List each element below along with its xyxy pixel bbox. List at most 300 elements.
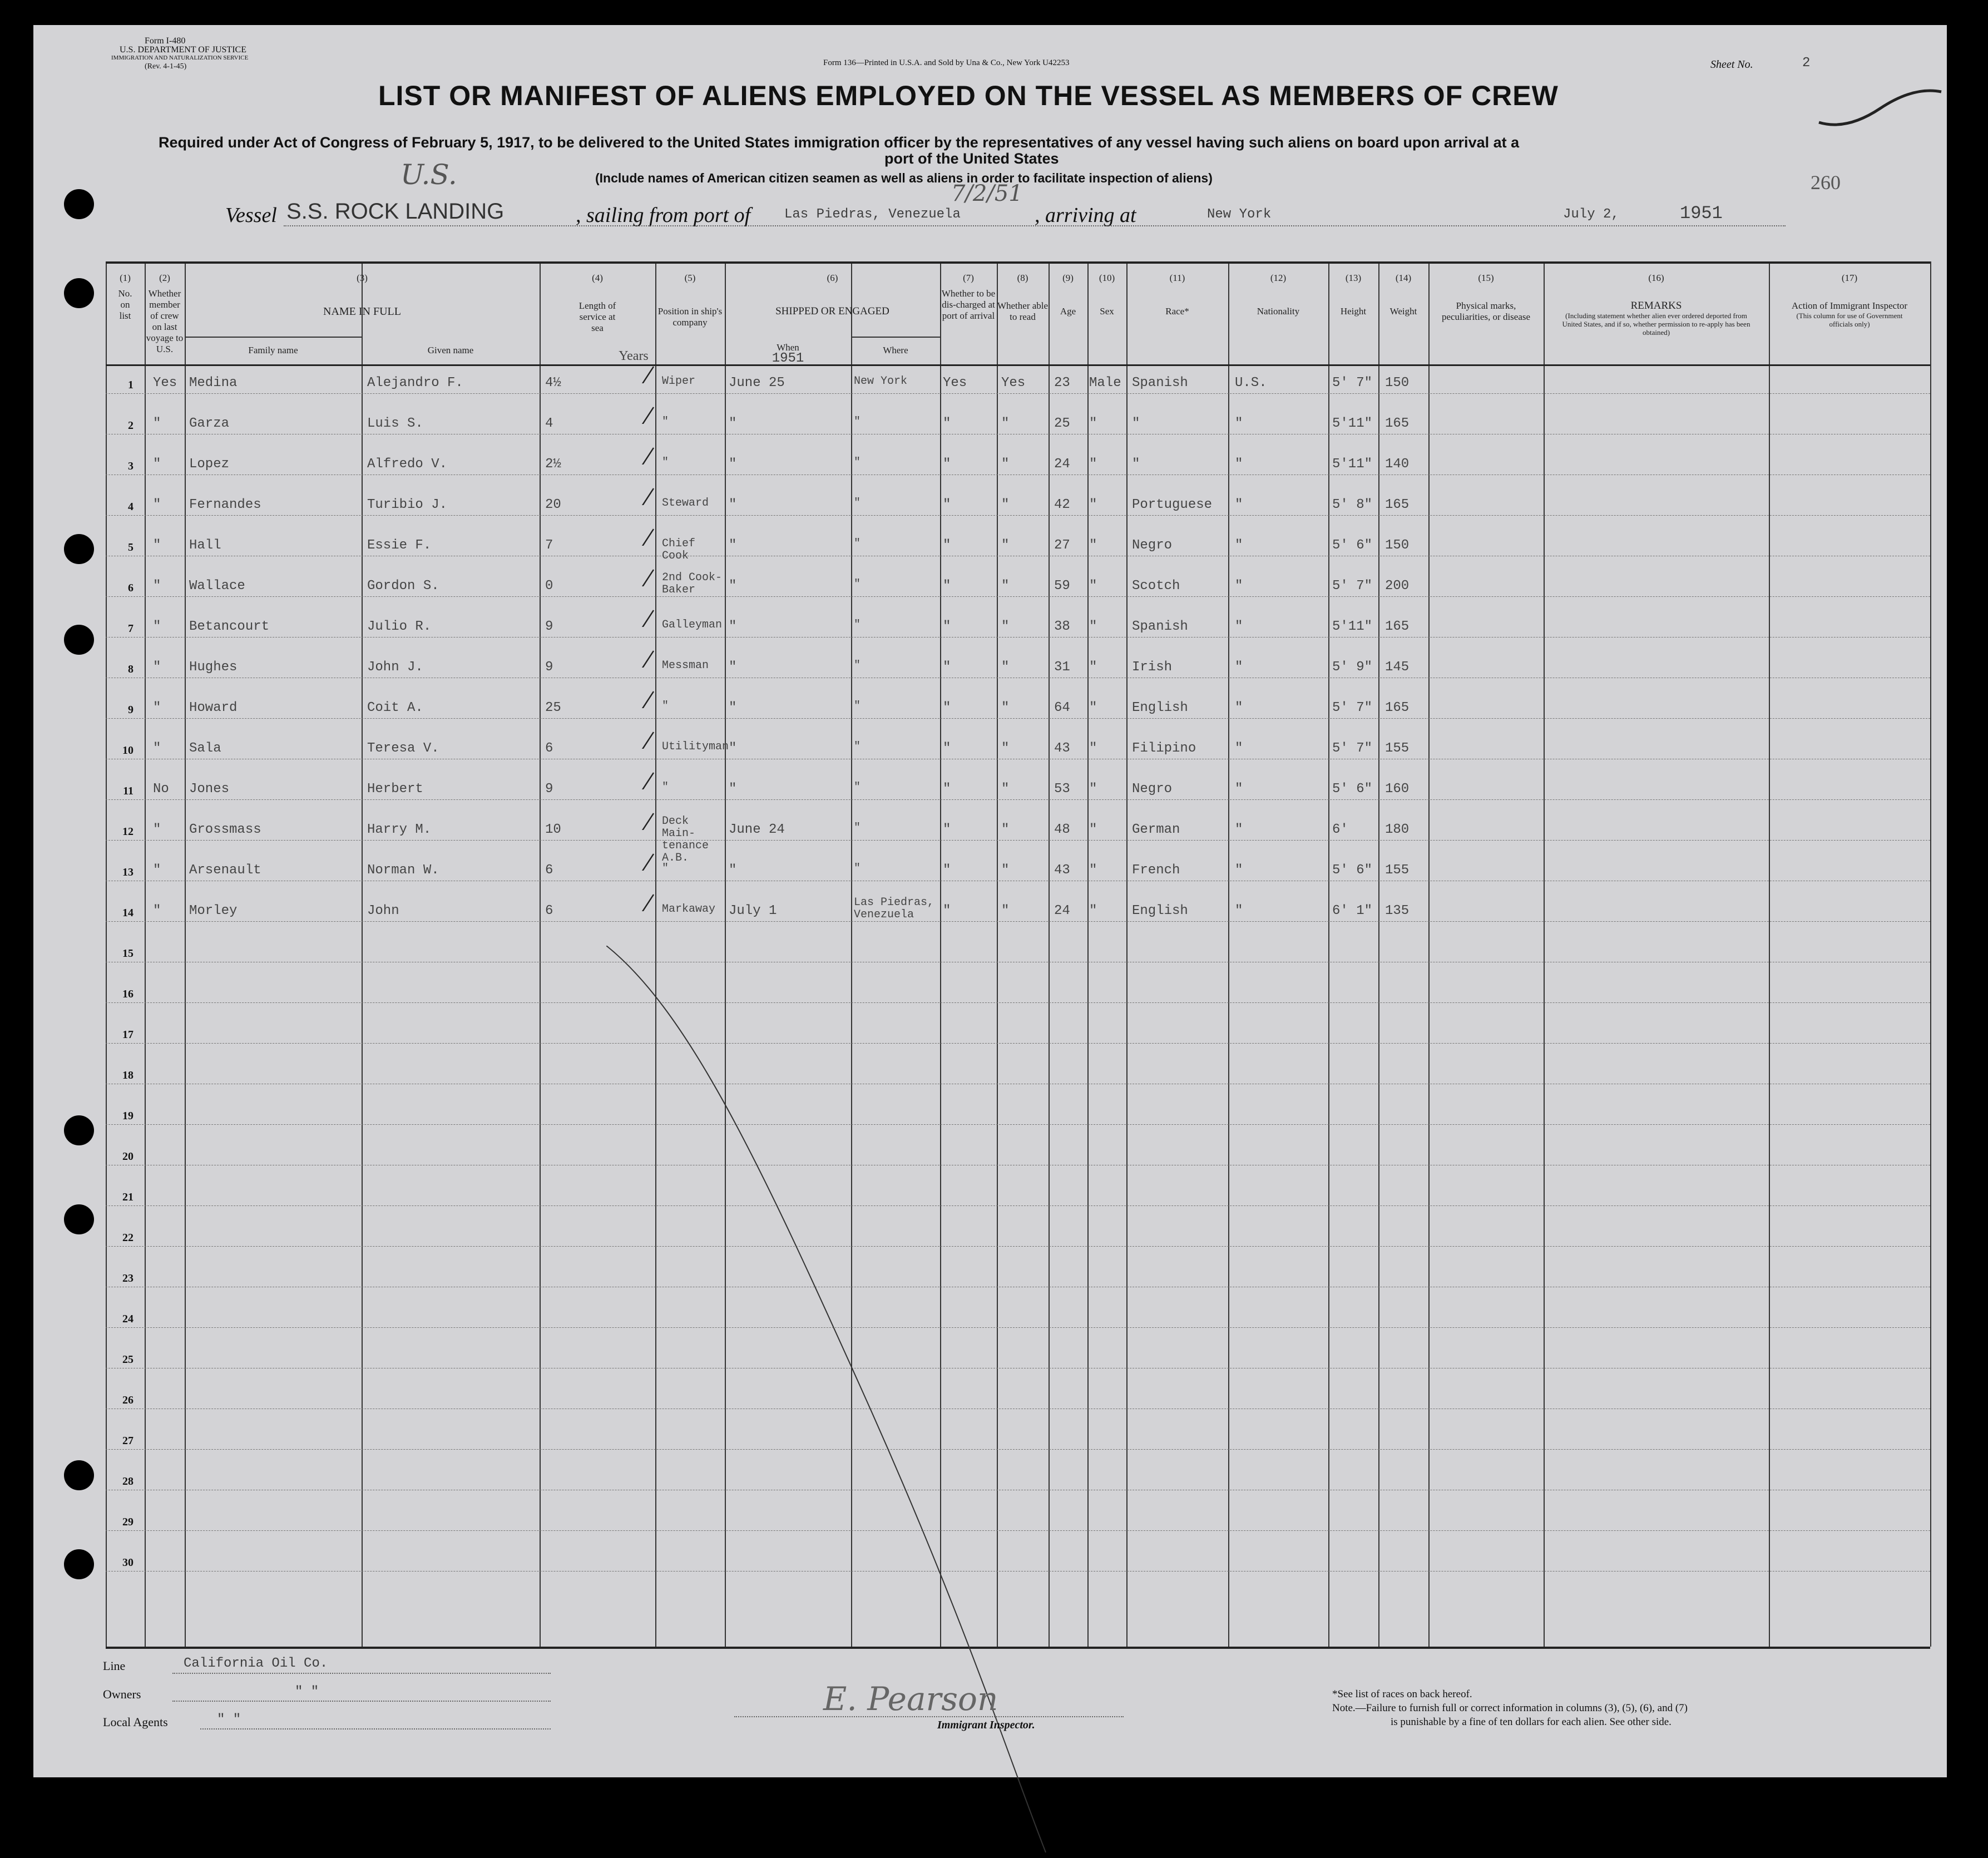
- row-number: 15: [122, 947, 133, 960]
- sheet-label: Sheet No.: [1710, 58, 1753, 71]
- cell-service: 9: [545, 782, 553, 797]
- cell-nationality: ": [1235, 700, 1243, 715]
- cell-age: 53: [1054, 782, 1070, 797]
- cell-when: ": [729, 538, 737, 553]
- col-header-given: Given name: [427, 345, 474, 355]
- row-number: 5: [128, 541, 133, 554]
- arriving-label: , arriving at: [1035, 204, 1136, 227]
- cell-read: ": [1001, 497, 1010, 512]
- cell-where: ": [854, 456, 861, 469]
- cell-where: ": [854, 862, 861, 875]
- cell-service: 6: [545, 903, 553, 918]
- cell-when: June 25: [729, 375, 785, 391]
- cell-crew: ": [153, 497, 161, 512]
- cell-given: Essie F.: [367, 538, 432, 553]
- cell-given: Teresa V.: [367, 741, 439, 756]
- cell-race: Negro: [1132, 782, 1173, 797]
- row-rule: [106, 637, 1930, 638]
- cell-age: 48: [1054, 822, 1070, 837]
- cell-given: Herbert: [367, 782, 423, 797]
- cell-family: Medina: [189, 375, 238, 391]
- cell-service: 10: [545, 822, 561, 837]
- cell-read: ": [1001, 863, 1010, 878]
- cell-sex: ": [1089, 538, 1097, 553]
- cell-read: ": [1001, 538, 1010, 553]
- subtitle-line-2: port of the United States: [884, 150, 1059, 167]
- binder-hole: [64, 1549, 94, 1579]
- cell-height: 5' 7": [1332, 700, 1373, 715]
- inspector-label: Immigrant Inspector.: [937, 1719, 1035, 1731]
- check-mark-icon: [631, 812, 655, 830]
- row-number: 14: [122, 907, 133, 919]
- cell-discharged: ": [943, 538, 951, 553]
- cell-nationality: ": [1235, 903, 1243, 918]
- binder-hole: [64, 189, 94, 219]
- col-header-where: Where: [883, 345, 908, 355]
- row-number: 7: [128, 622, 133, 635]
- cell-crew: Yes: [153, 375, 177, 391]
- cell-position: 2nd Cook-Baker: [662, 571, 723, 596]
- line-value: California Oil Co.: [184, 1656, 328, 1671]
- cell-crew: ": [153, 660, 161, 675]
- cell-family: Howard: [189, 700, 238, 715]
- row-rule: [106, 799, 1930, 800]
- cell-height: 5'11": [1332, 416, 1373, 431]
- cell-discharged: ": [943, 782, 951, 797]
- cell-nationality: ": [1235, 741, 1243, 756]
- cell-read: ": [1001, 741, 1010, 756]
- cell-discharged: ": [943, 660, 951, 675]
- subtitle-line-1: Required under Act of Congress of February 5, 1917, to be delivered to the United States immigration officer by the representatives of any vessel having such aliens on board upon arrival at a: [159, 134, 1520, 151]
- cell-height: 5' 9": [1332, 660, 1373, 675]
- row-number: 20: [122, 1150, 133, 1163]
- row-number: 26: [122, 1394, 133, 1406]
- cell-sex: ": [1089, 579, 1097, 594]
- col-header-years: Years: [619, 349, 649, 363]
- cell-nationality: ": [1235, 822, 1243, 837]
- row-number: 2: [128, 419, 133, 432]
- cell-crew: ": [153, 903, 161, 918]
- cell-age: 23: [1054, 375, 1070, 391]
- row-number: 21: [122, 1191, 133, 1203]
- row-rule: [106, 596, 1930, 597]
- cell-discharged: ": [943, 741, 951, 756]
- binder-hole: [64, 1460, 94, 1490]
- cell-service: 2½: [545, 457, 561, 472]
- cell-family: Grossmass: [189, 822, 261, 837]
- cell-read: ": [1001, 660, 1010, 675]
- cell-given: Harry M.: [367, 822, 432, 837]
- binder-hole: [64, 1115, 94, 1145]
- cell-where: ": [854, 781, 861, 794]
- cell-nationality: ": [1235, 579, 1243, 594]
- cell-weight: 155: [1385, 741, 1410, 756]
- row-number: 12: [122, 826, 133, 838]
- races-note: *See list of races on back hereof.: [1332, 1688, 1472, 1700]
- cell-read: ": [1001, 457, 1010, 472]
- cell-crew: ": [153, 416, 161, 431]
- vessel-name: S.S. ROCK LANDING: [286, 199, 505, 224]
- check-mark-icon: [631, 893, 655, 911]
- cell-when: ": [729, 579, 737, 594]
- cell-nationality: ": [1235, 863, 1243, 878]
- signature-underline: [734, 1716, 1124, 1717]
- cell-where: ": [854, 578, 861, 591]
- row-number: 3: [128, 460, 133, 472]
- cell-race: Scotch: [1132, 579, 1180, 594]
- cell-service: 25: [545, 700, 561, 715]
- cell-weight: 165: [1385, 416, 1410, 431]
- cell-service: 6: [545, 863, 553, 878]
- cell-nationality: U.S.: [1235, 375, 1267, 391]
- cell-crew: ": [153, 863, 161, 878]
- cell-weight: 165: [1385, 619, 1410, 634]
- cell-weight: 135: [1385, 903, 1410, 918]
- cell-height: 5' 6": [1332, 782, 1373, 797]
- cell-race: ": [1132, 416, 1140, 431]
- col-header-when: When 1951: [772, 342, 804, 366]
- line-label: Line: [103, 1659, 126, 1673]
- cell-when: June 24: [729, 822, 785, 837]
- cell-age: 24: [1054, 457, 1070, 472]
- arriving-port: New York: [1207, 207, 1272, 222]
- col-header-crew: (2) Whether member of crew on last voyage to U.S.: [146, 273, 184, 354]
- cell-race: Filipino: [1132, 741, 1196, 756]
- row-number: 29: [122, 1516, 133, 1528]
- cell-read: ": [1001, 579, 1010, 594]
- row-rule: [106, 515, 1930, 516]
- cell-given: Alejandro F.: [367, 375, 463, 391]
- cell-nationality: ": [1235, 457, 1243, 472]
- col-header-physical: (15) Physical marks, peculiarities, or disease: [1441, 273, 1531, 322]
- check-mark-icon: [631, 609, 655, 627]
- vessel-underline: [284, 225, 1786, 226]
- cell-crew: ": [153, 741, 161, 756]
- row-number: 9: [128, 704, 133, 716]
- cell-discharged: ": [943, 579, 951, 594]
- cell-sex: ": [1089, 619, 1097, 634]
- cell-when: ": [729, 660, 737, 675]
- line-underline: [172, 1673, 551, 1674]
- cell-read: ": [1001, 782, 1010, 797]
- cell-sex: ": [1089, 700, 1097, 715]
- cell-family: Lopez: [189, 457, 230, 472]
- cell-family: Hughes: [189, 660, 238, 675]
- cell-where: ": [854, 619, 861, 631]
- cell-discharged: ": [943, 619, 951, 634]
- cell-discharged: ": [943, 700, 951, 715]
- cell-when: ": [729, 416, 737, 431]
- cell-height: 5' 8": [1332, 497, 1373, 512]
- cell-discharged: ": [943, 457, 951, 472]
- cell-weight: 150: [1385, 375, 1410, 391]
- inspector-signature: E. Pearson: [823, 1680, 998, 1718]
- cell-height: 5' 6": [1332, 863, 1373, 878]
- cell-age: 43: [1054, 741, 1070, 756]
- row-rule: [106, 718, 1930, 719]
- service: IMMIGRATION AND NATURALIZATION SERVICE: [111, 55, 249, 61]
- cell-sex: ": [1089, 782, 1097, 797]
- check-mark-icon: [631, 772, 655, 789]
- cell-given: Coit A.: [367, 700, 423, 715]
- cell-age: 64: [1054, 700, 1070, 715]
- cell-when: July 1: [729, 903, 777, 918]
- printer-line: Form 136—Printed in U.S.A. and Sold by Una & Co., New York U42253: [823, 58, 1070, 67]
- cell-service: 4: [545, 416, 553, 431]
- cell-nationality: ": [1235, 416, 1243, 431]
- cell-position: ": [662, 862, 669, 875]
- cell-crew: ": [153, 457, 161, 472]
- cell-when: ": [729, 497, 737, 512]
- check-mark-icon: [631, 487, 655, 505]
- cell-race: Spanish: [1132, 375, 1188, 391]
- stamp-number: 260: [1811, 171, 1841, 194]
- cell-given: Gordon S.: [367, 579, 439, 594]
- cell-given: John: [367, 903, 399, 918]
- row-number: 28: [122, 1475, 133, 1488]
- col-header-height: (13) Height: [1340, 273, 1367, 317]
- cell-when: ": [729, 782, 737, 797]
- vessel-label: Vessel: [225, 204, 277, 227]
- cell-age: 25: [1054, 416, 1070, 431]
- row-number: 27: [122, 1435, 133, 1447]
- cell-discharged: ": [943, 416, 951, 431]
- cell-family: Garza: [189, 416, 230, 431]
- cell-race: Portuguese: [1132, 497, 1213, 512]
- cell-read: ": [1001, 416, 1010, 431]
- col-header-action: (17) Action of Immigrant Inspector (This column for use of Government officials only): [1791, 273, 1908, 328]
- cell-age: 31: [1054, 660, 1070, 675]
- row-rule: [106, 393, 1930, 394]
- cell-where: New York: [854, 375, 908, 388]
- cell-given: Luis S.: [367, 416, 423, 431]
- cell-family: Arsenault: [189, 863, 261, 878]
- cell-position: ": [662, 456, 669, 469]
- agents-underline: [200, 1728, 551, 1729]
- cell-given: Alfredo V.: [367, 457, 448, 472]
- cell-crew: ": [153, 538, 161, 553]
- cell-nationality: ": [1235, 660, 1243, 675]
- check-mark-icon: [631, 528, 655, 546]
- handwritten-date: 7/2/51: [951, 181, 1023, 206]
- cell-when: ": [729, 700, 737, 715]
- cell-family: Jones: [189, 782, 230, 797]
- cell-height: 5' 7": [1332, 741, 1373, 756]
- col-header-family: Family name: [248, 345, 298, 355]
- check-mark-icon: [631, 650, 655, 668]
- handwritten-us: U.S.: [400, 159, 457, 191]
- cell-weight: 180: [1385, 822, 1410, 837]
- check-mark-icon: [631, 406, 655, 424]
- cell-position: Deck Main-tenance A.B.: [662, 815, 709, 864]
- binder-hole: [64, 278, 94, 308]
- cell-nationality: ": [1235, 538, 1243, 553]
- cell-sex: ": [1089, 497, 1097, 512]
- row-number: 22: [122, 1232, 133, 1244]
- row-number: 19: [122, 1110, 133, 1122]
- col-header-discharged: (7) Whether to be dis-charged at port of arrival: [941, 273, 996, 321]
- col-header-service: (4) Length of service at sea: [578, 273, 616, 333]
- cell-where: ": [854, 822, 861, 834]
- cell-age: 59: [1054, 579, 1070, 594]
- cell-read: ": [1001, 700, 1010, 715]
- cell-where: ": [854, 497, 861, 510]
- cell-sex: ": [1089, 457, 1097, 472]
- cell-read: ": [1001, 903, 1010, 918]
- cell-sex: ": [1089, 903, 1097, 918]
- row-number: 23: [122, 1272, 133, 1284]
- owners-value: " ": [295, 1684, 319, 1699]
- row-number: 1: [128, 379, 133, 391]
- cell-sex: ": [1089, 416, 1097, 431]
- col-header-sex: (10) Sex: [1099, 273, 1115, 317]
- cell-sex: ": [1089, 741, 1097, 756]
- cell-position: Galleyman: [662, 619, 723, 631]
- cell-crew: No: [153, 782, 169, 797]
- cell-weight: 165: [1385, 497, 1410, 512]
- cell-position: ": [662, 700, 669, 713]
- form-number: Form I-480: [145, 36, 186, 46]
- row-number: 6: [128, 582, 133, 594]
- cell-crew: ": [153, 579, 161, 594]
- cell-service: 7: [545, 538, 553, 553]
- cell-weight: 160: [1385, 782, 1410, 797]
- agents-label: Local Agents: [103, 1715, 168, 1729]
- sheet-number: 2: [1802, 56, 1811, 71]
- cell-race: Negro: [1132, 538, 1173, 553]
- binder-hole: [64, 625, 94, 655]
- cell-family: Wallace: [189, 579, 245, 594]
- cell-position: ": [662, 416, 669, 428]
- page-title: LIST OR MANIFEST OF ALIENS EMPLOYED ON THE VESSEL AS MEMBERS OF CREW: [378, 80, 1559, 111]
- fine-note-1: Note.—Failure to furnish full or correct information in columns (3), (5), (6), and (7): [1332, 1702, 1688, 1714]
- cell-service: 9: [545, 619, 553, 634]
- col-header-name: (3) NAME IN FULL: [323, 273, 401, 318]
- cell-height: 5' 7": [1332, 375, 1373, 391]
- cell-height: 5' 7": [1332, 579, 1373, 594]
- cell-family: Fernandes: [189, 497, 261, 512]
- cell-given: Turibio J.: [367, 497, 448, 512]
- cell-given: Julio R.: [367, 619, 432, 634]
- cell-nationality: ": [1235, 782, 1243, 797]
- cell-read: ": [1001, 619, 1010, 634]
- row-rule: [106, 921, 1930, 922]
- cell-sex: ": [1089, 822, 1097, 837]
- cell-read: Yes: [1001, 375, 1026, 391]
- cell-position: Steward: [662, 497, 709, 510]
- cell-race: French: [1132, 863, 1180, 878]
- col-header-shipped: (6) SHIPPED OR ENGAGED: [775, 273, 889, 317]
- subtitle-line-3: (Include names of American citizen seamen as well as aliens in order to facilitate inspection of aliens): [595, 171, 1213, 185]
- cell-crew: ": [153, 619, 161, 634]
- owners-underline: [172, 1701, 551, 1702]
- cell-service: 9: [545, 660, 553, 675]
- cell-when: ": [729, 457, 737, 472]
- sailing-label: , sailing from port of: [576, 204, 751, 227]
- cell-position: Markaway: [662, 903, 716, 916]
- arrival-year: 1951: [1680, 203, 1723, 224]
- cell-discharged: ": [943, 497, 951, 512]
- cell-height: 5'11": [1332, 457, 1373, 472]
- cell-weight: 200: [1385, 579, 1410, 594]
- cell-where: ": [854, 700, 861, 713]
- department: U.S. DEPARTMENT OF JUSTICE: [120, 45, 246, 55]
- cell-discharged: ": [943, 863, 951, 878]
- cell-discharged: ": [943, 822, 951, 837]
- cell-crew: ": [153, 700, 161, 715]
- binder-hole: [64, 1204, 94, 1234]
- cell-nationality: ": [1235, 619, 1243, 634]
- cell-height: 6': [1332, 822, 1348, 837]
- manifest-page: [33, 25, 1947, 1777]
- cell-weight: 165: [1385, 700, 1410, 715]
- row-number: 16: [122, 988, 133, 1000]
- cell-family: Hall: [189, 538, 221, 553]
- row-number: 30: [122, 1556, 133, 1569]
- cell-position: Wiper: [662, 375, 696, 388]
- col-header-weight: (14) Weight: [1389, 273, 1417, 317]
- cell-age: 42: [1054, 497, 1070, 512]
- cell-weight: 140: [1385, 457, 1410, 472]
- cell-service: 0: [545, 579, 553, 594]
- agents-value: " ": [217, 1712, 241, 1727]
- cell-service: 6: [545, 741, 553, 756]
- cell-position: Messman: [662, 659, 709, 672]
- cell-sex: ": [1089, 660, 1097, 675]
- cell-race: German: [1132, 822, 1180, 837]
- cell-where: ": [854, 537, 861, 550]
- cell-age: 24: [1054, 903, 1070, 918]
- check-mark-icon: [631, 731, 655, 749]
- row-number: 10: [122, 744, 133, 757]
- col-header-nationality: (12) Nationality: [1257, 273, 1300, 317]
- row-number: 24: [122, 1313, 133, 1325]
- cell-given: Norman W.: [367, 863, 439, 878]
- cell-race: ": [1132, 457, 1140, 472]
- cell-age: 27: [1054, 538, 1070, 553]
- row-number: 18: [122, 1069, 133, 1081]
- row-number: 13: [122, 866, 133, 878]
- cell-family: Sala: [189, 741, 221, 756]
- revision: (Rev. 4-1-45): [145, 62, 187, 71]
- cell-family: Betancourt: [189, 619, 270, 634]
- cell-read: ": [1001, 822, 1010, 837]
- from-port: Las Piedras, Venezuela: [784, 207, 961, 222]
- check-mark-icon: [631, 853, 655, 871]
- row-number: 8: [128, 663, 133, 675]
- check-mark-icon: [631, 365, 655, 383]
- col-header-race: (11) Race*: [1165, 273, 1189, 317]
- col-header-position: (5) Position in ship's company: [657, 273, 723, 328]
- cell-height: 5'11": [1332, 619, 1373, 634]
- cell-weight: 155: [1385, 863, 1410, 878]
- col-header-age: (9) Age: [1060, 273, 1076, 317]
- cell-where: ": [854, 416, 861, 428]
- cell-height: 5' 6": [1332, 538, 1373, 553]
- cell-discharged: Yes: [943, 375, 967, 391]
- crew-table: [106, 261, 1930, 1647]
- cell-position: Chief Cook: [662, 537, 696, 562]
- check-mark-icon: [631, 569, 655, 586]
- cell-where: ": [854, 659, 861, 672]
- cell-height: 6' 1": [1332, 903, 1373, 918]
- cell-position: Utilityman: [662, 740, 729, 753]
- cell-age: 38: [1054, 619, 1070, 634]
- col-header-read: (8) Whether able to read: [997, 273, 1049, 322]
- check-mark-icon: [631, 447, 655, 465]
- cell-family: Morley: [189, 903, 238, 918]
- cell-sex: Male: [1089, 375, 1121, 391]
